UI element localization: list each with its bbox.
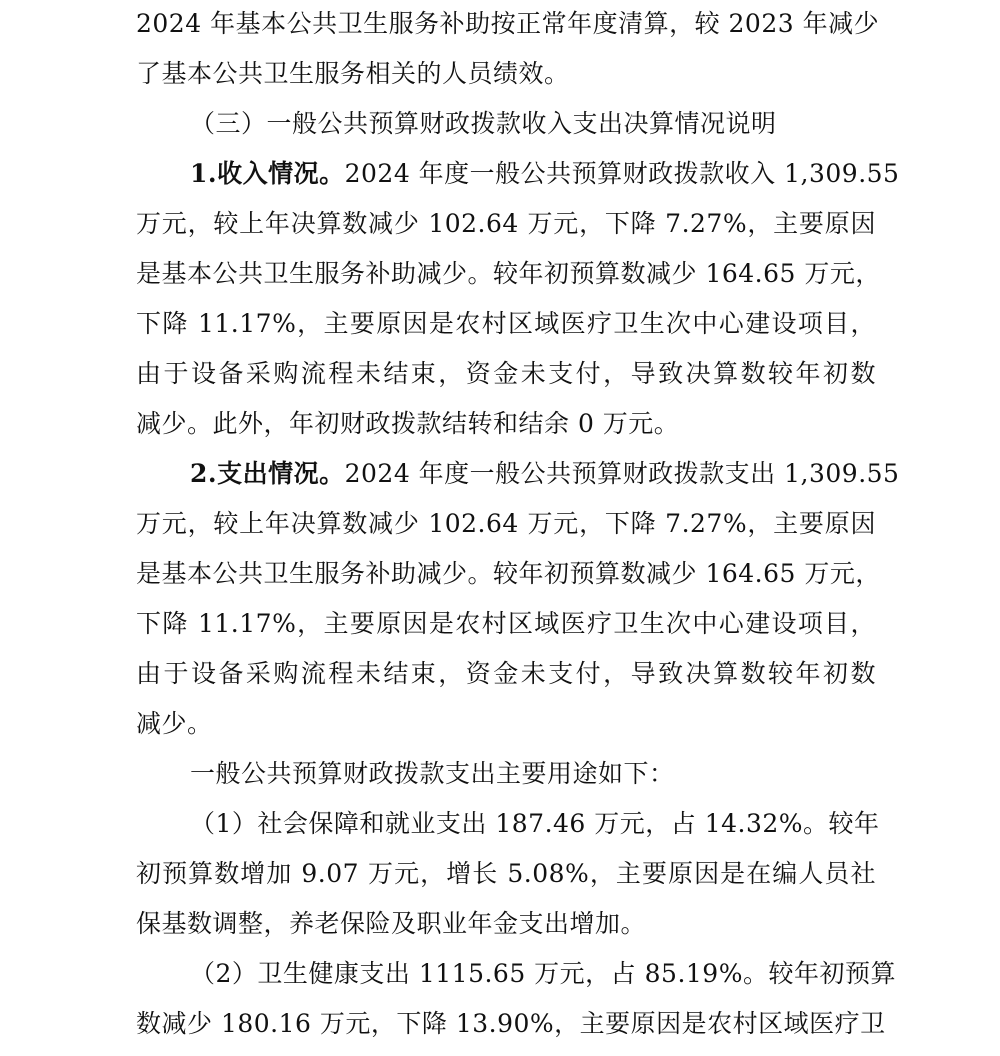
usage-intro-line: 一般公共预算财政拨款支出主要用途如下： (190, 759, 675, 788)
text-line: 由于设备采购流程未结束，资金未支付，导致决算数较年初数 (136, 359, 876, 388)
income-label: 1.收入情况。 (190, 159, 345, 188)
text-line: 2024 年度一般公共预算财政拨款支出 1,309.55 (344, 459, 900, 488)
expense-label: 2.支出情况。 (190, 459, 345, 488)
text-line: 是基本公共卫生服务补助减少。较年初预算数减少 164.65 万元， (136, 559, 881, 588)
text-line: 数减少 180.16 万元，下降 13.90%，主要原因是农村区域医疗卫 (136, 1009, 886, 1038)
text-line: 由于设备采购流程未结束，资金未支付，导致决算数较年初数 (136, 659, 876, 688)
text-line: 减少。 (136, 709, 213, 738)
item-1-first-line: （1）社会保障和就业支出 187.46 万元，占 14.32%。较年 (190, 809, 880, 838)
text-line: 2024 年度一般公共预算财政拨款收入 1,309.55 (344, 159, 900, 188)
text-line: 是基本公共卫生服务补助减少。较年初预算数减少 164.65 万元， (136, 259, 881, 288)
text-line: 2024 年基本公共卫生服务补助按正常年度清算，较 2023 年减少 (136, 9, 880, 38)
section-heading: （三）一般公共预算财政拨款收入支出决算情况说明 (190, 109, 777, 138)
text-line: 万元，较上年决算数减少 102.64 万元，下降 7.27%，主要原因 (136, 509, 876, 538)
income-paragraph-first-line (190, 154, 900, 194)
text-line: 减少。此外，年初财政拨款结转和结余 0 万元。 (136, 409, 680, 438)
text-line: 了基本公共卫生服务相关的人员绩效。 (136, 59, 570, 88)
expense-paragraph-first-line (190, 454, 900, 494)
text-line: 初预算数增加 9.07 万元，增长 5.08%，主要原因是在编人员社 (136, 859, 876, 888)
text-line: 保基数调整，养老保险及职业年金支出增加。 (136, 909, 647, 938)
text-line: 万元，较上年决算数减少 102.64 万元，下降 7.27%，主要原因 (136, 209, 876, 238)
text-line: 下降 11.17%，主要原因是农村区域医疗卫生次中心建设项目， (136, 309, 876, 338)
text-line: 下降 11.17%，主要原因是农村区域医疗卫生次中心建设项目， (136, 609, 876, 638)
item-2-first-line: （2）卫生健康支出 1115.65 万元，占 85.19%。较年初预算 (190, 959, 896, 988)
